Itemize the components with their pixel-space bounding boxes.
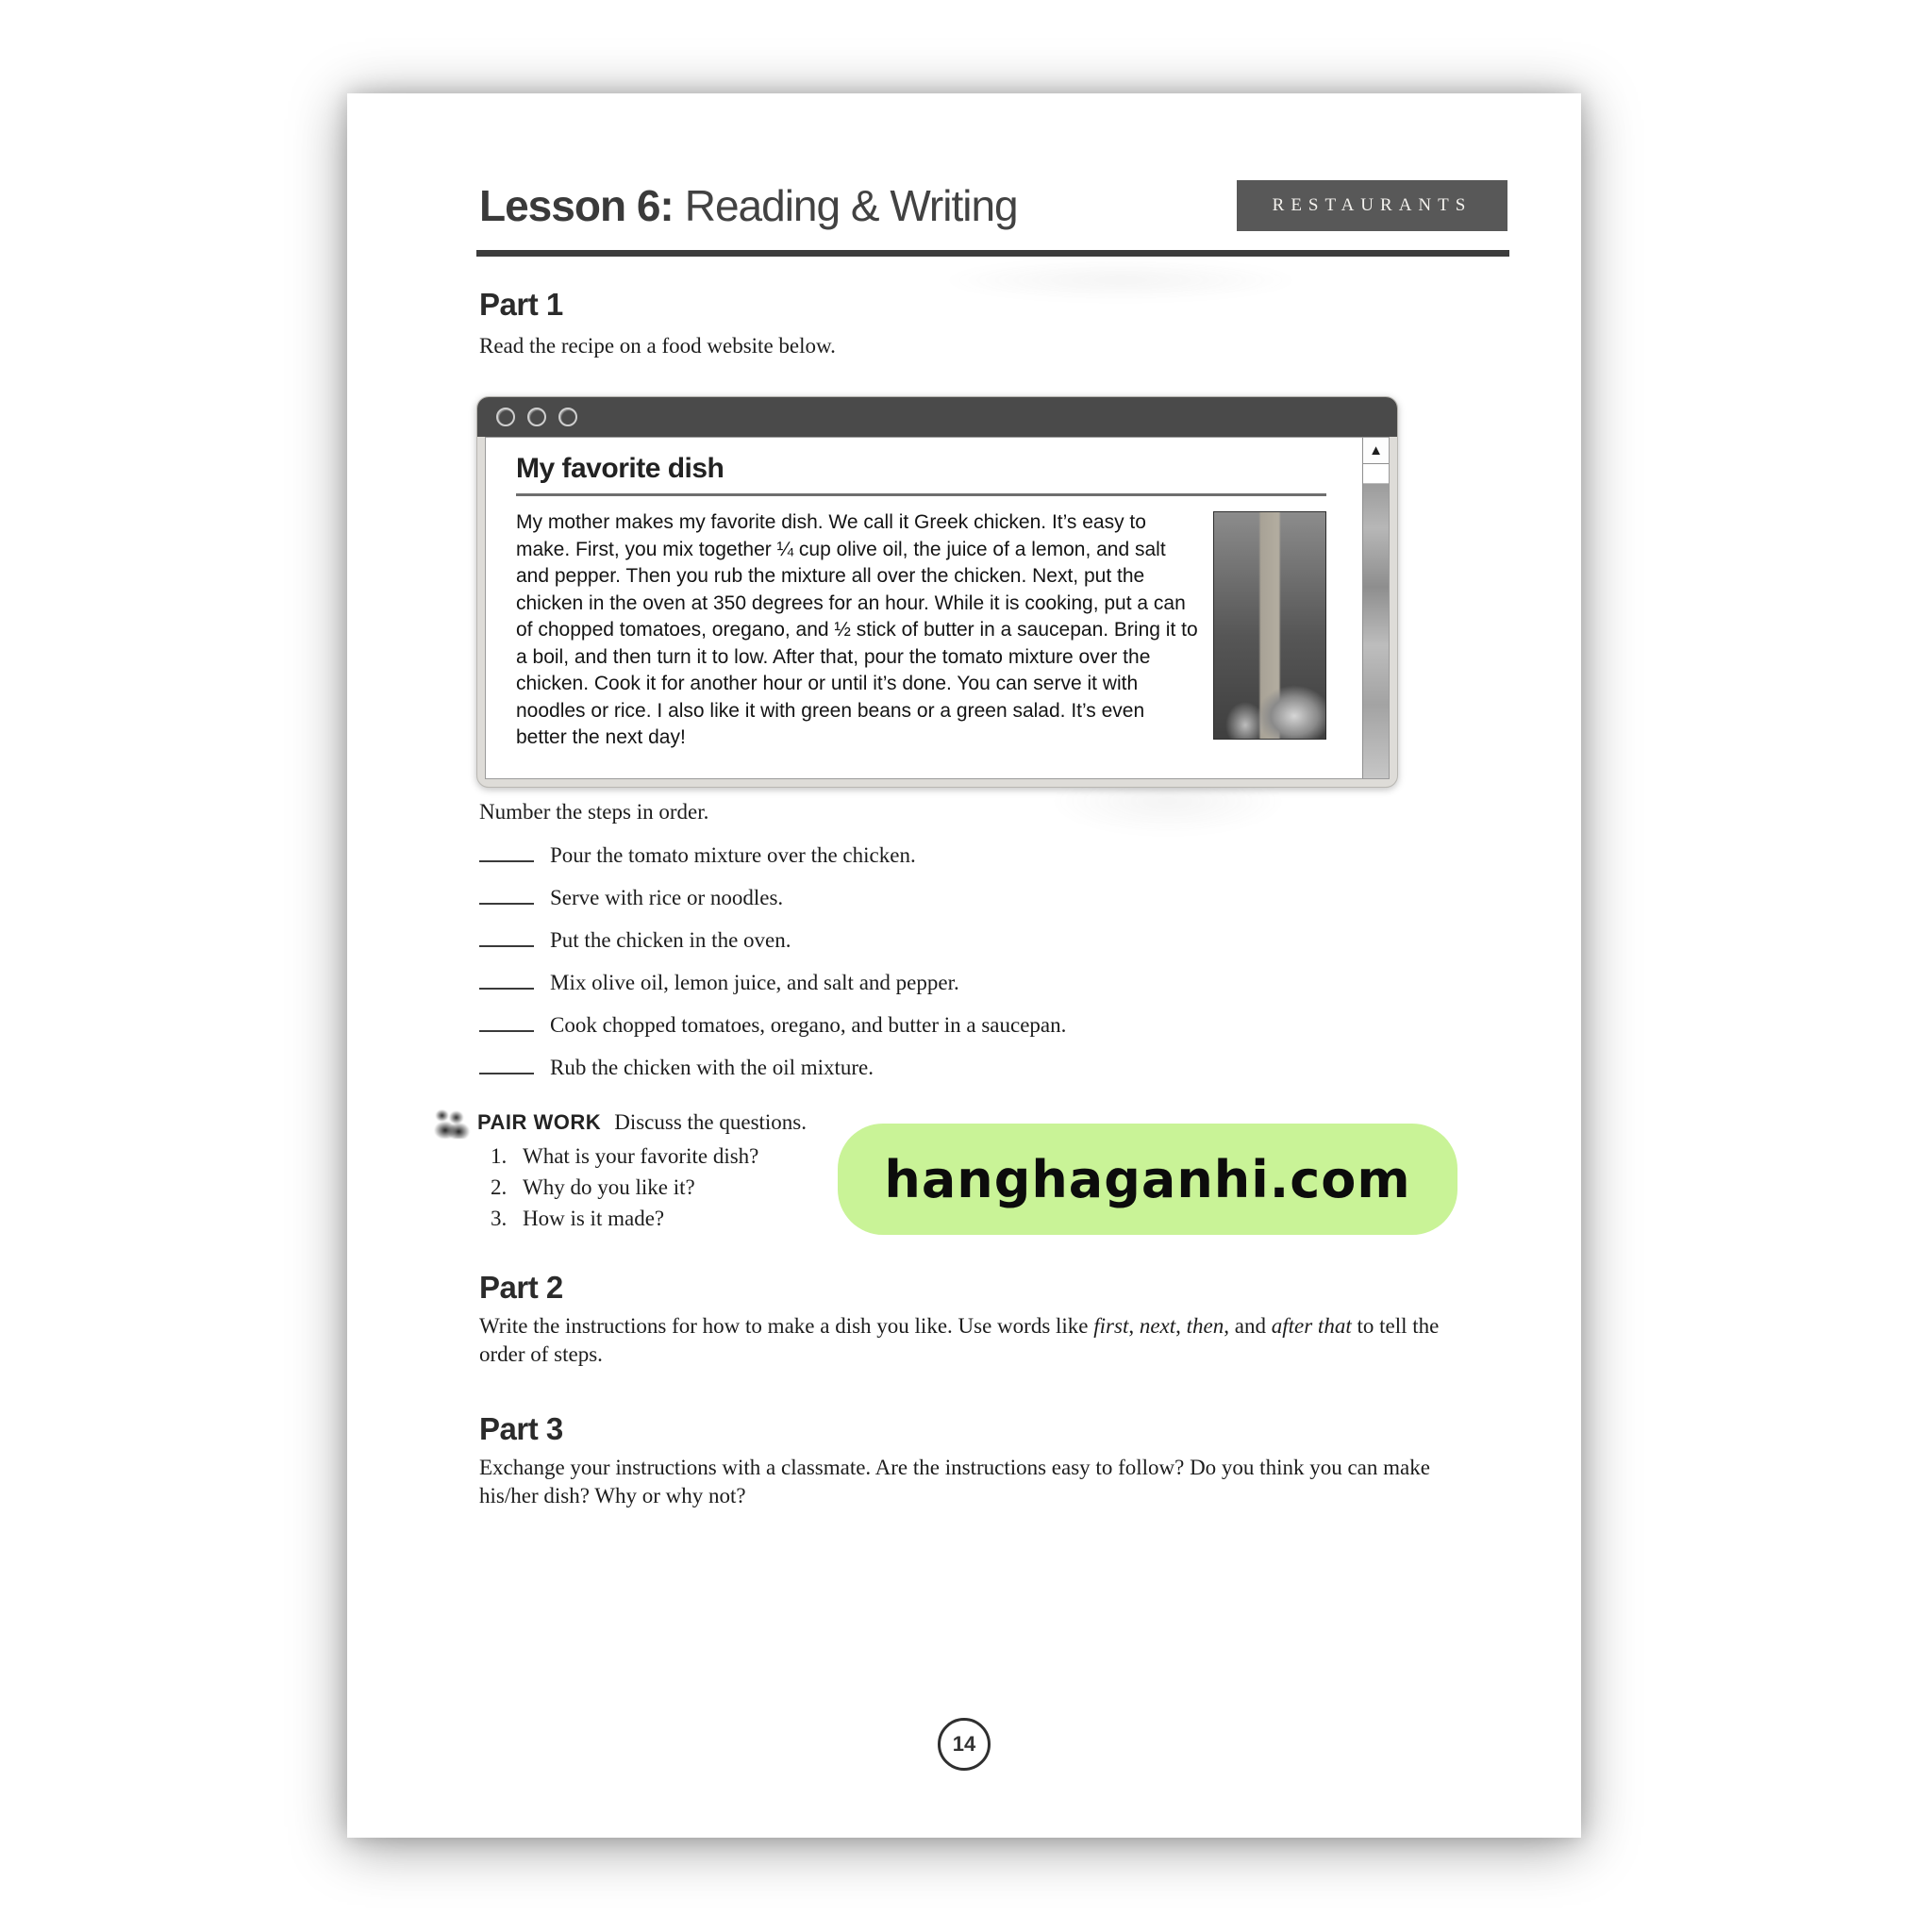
part-2-text-segment: , and [1224, 1314, 1272, 1338]
part-2-instruction [479, 1312, 1456, 1369]
page-number [938, 1718, 991, 1771]
number-steps-instruction: Number the steps in order. [479, 800, 709, 824]
question-item [491, 1207, 758, 1229]
answer-blank [479, 971, 534, 990]
lesson-number-label: Lesson 6: [479, 181, 674, 230]
page-number-text: 14 [952, 1732, 976, 1756]
step-text: Serve with rice or noodles. [550, 886, 784, 909]
italic-word: first [1093, 1314, 1129, 1338]
italic-word: after that [1271, 1314, 1352, 1338]
step-row [479, 1013, 1066, 1038]
part-2-text-segment: to tell the order of steps. [479, 1314, 1440, 1366]
scrollbar [1362, 438, 1389, 778]
question-number: 3. [491, 1207, 508, 1230]
answer-blank [479, 1013, 534, 1032]
watermark-text: hanghaganhi.com [884, 1149, 1411, 1209]
part-2-text-segment: , [1175, 1314, 1187, 1338]
article-text: My mother makes my favorite dish. We call it Greek chicken. It’s easy to make. First, you mix together ¼ cup olive oil, the juice of a lemon, and salt and pepper. Then you rub the mixture all over the chicken. Next, put the chicken in the oven at 350 degrees for an hour. While it is cooking, put a can of chopped tomatoes, oregano, and ½ stick of butter in a saucepan. Bring it to a boil, and then turn it to low. After that, pour the tomato mixture over the chicken. Cook it for another hour or until it’s done. You can serve it with noodles or rice. I also like it with green beans or a green salad. It’s even better the next day! [516, 511, 1198, 748]
pair-work-instruction: Discuss the questions. [614, 1110, 808, 1134]
steps-list [479, 843, 1066, 1098]
italic-word: then [1186, 1314, 1224, 1338]
question-text: How is it made? [523, 1207, 665, 1230]
part-1-instruction: Read the recipe on a food website below. [479, 334, 836, 358]
question-item [491, 1144, 758, 1167]
part-2-heading: Part 2 [479, 1270, 563, 1305]
answer-blank [479, 1056, 534, 1074]
answer-blank [479, 928, 534, 947]
scrollbar-thumb [1363, 464, 1389, 484]
part-2-text-segment: , [1128, 1314, 1140, 1338]
unit-badge: RESTAURANTS [1237, 180, 1507, 231]
step-row [479, 971, 1066, 995]
browser-titlebar [477, 397, 1397, 437]
question-number: 1. [491, 1144, 508, 1168]
recipe-article [486, 438, 1362, 778]
window-button-icon [558, 408, 577, 426]
step-text: Put the chicken in the oven. [550, 928, 791, 952]
step-row [479, 886, 1066, 910]
part-3-instruction: Exchange your instructions with a classmate. Are the instructions easy to follow? Do you think you can make his/her dish? Why or why not? [479, 1456, 1430, 1507]
step-text: Rub the chicken with the oil mixture. [550, 1056, 874, 1079]
step-text: Cook chopped tomatoes, oregano, and butter in a saucepan. [550, 1013, 1067, 1037]
page-sheet [347, 93, 1581, 1838]
article-title: My favorite dish [516, 453, 724, 484]
pair-work-row [430, 1107, 807, 1139]
part-3-heading: Part 3 [479, 1411, 563, 1446]
step-row [479, 1056, 1066, 1080]
pair-work-label: PAIR WORK [477, 1110, 602, 1134]
recipe-photo [1213, 511, 1326, 740]
scrollbar-track [1363, 484, 1389, 778]
step-text: Mix olive oil, lemon juice, and salt and pepper. [550, 971, 959, 994]
part-2-text-segment: Write the instructions for how to make a dish you like. Use words like [479, 1314, 1094, 1338]
pair-work-icon [430, 1107, 470, 1139]
browser-content [485, 437, 1390, 779]
window-button-icon [496, 408, 515, 426]
article-title-rule [516, 493, 1326, 496]
lesson-title: Reading & Writing [684, 181, 1018, 230]
step-text: Pour the tomato mixture over the chicken. [550, 843, 916, 867]
step-row [479, 843, 1066, 868]
header-rule [476, 250, 1509, 257]
questions-list [491, 1144, 758, 1238]
answer-blank [479, 886, 534, 905]
watermark-pill [838, 1124, 1457, 1235]
question-item [491, 1175, 758, 1198]
answer-blank [479, 843, 534, 862]
step-row [479, 928, 1066, 953]
part-1-heading: Part 1 [479, 287, 563, 322]
window-button-icon [527, 408, 546, 426]
italic-word: next [1139, 1314, 1176, 1338]
browser-window [476, 396, 1398, 788]
question-number: 2. [491, 1175, 508, 1199]
scan-artifact [875, 252, 1366, 308]
lesson-header [479, 180, 1018, 231]
scroll-up-icon: ▲ [1363, 438, 1389, 464]
question-text: What is your favorite dish? [523, 1144, 759, 1168]
question-text: Why do you like it? [523, 1175, 695, 1199]
